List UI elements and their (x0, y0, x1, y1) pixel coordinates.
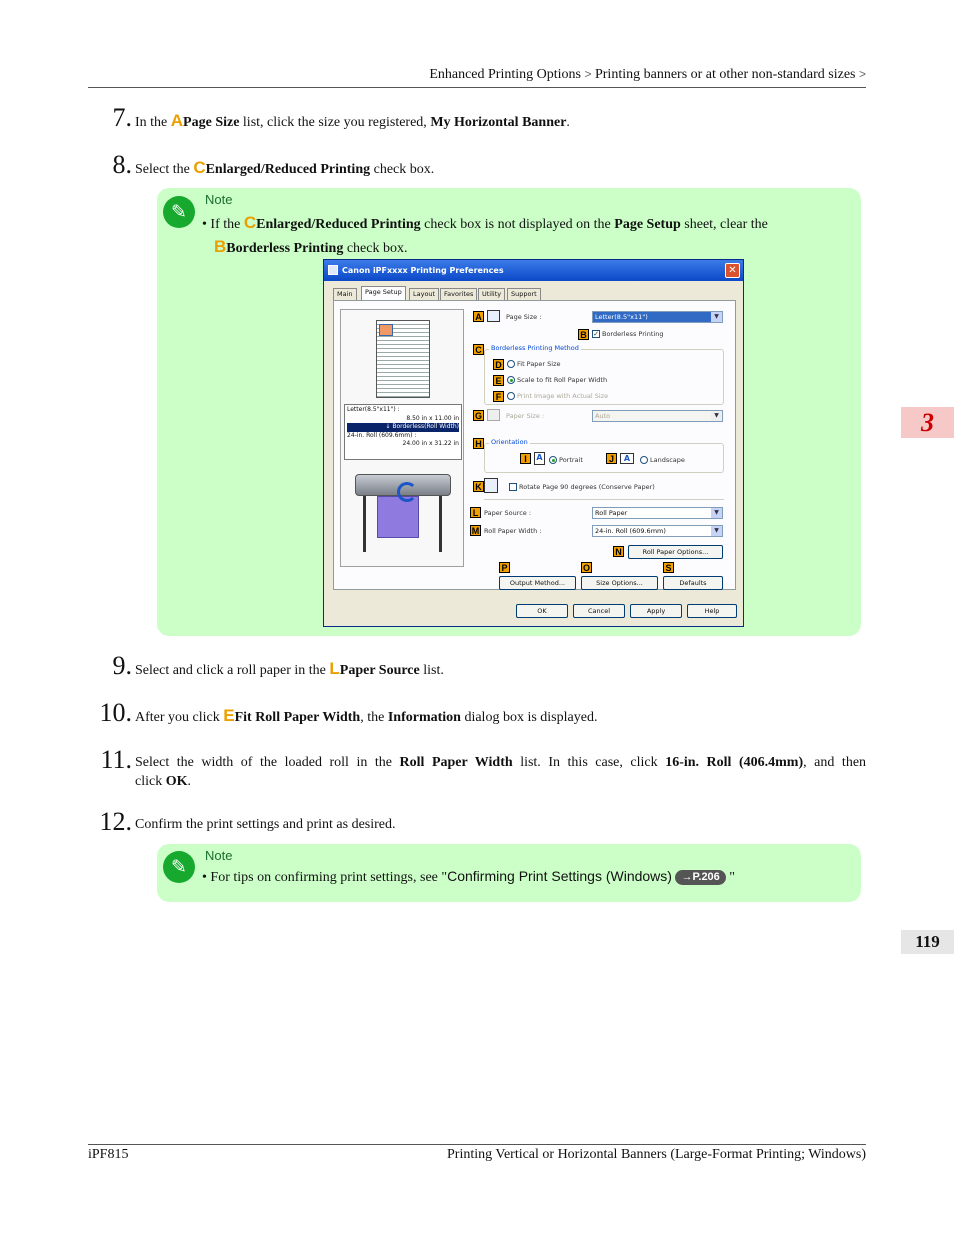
running-footer (88, 1144, 866, 1163)
radio-icon (507, 392, 515, 400)
step-text (135, 158, 434, 179)
step-text-part: , the (360, 710, 385, 725)
callout-b: B (578, 329, 589, 340)
tab-page-setup[interactable]: Page Setup (361, 286, 406, 301)
landscape-label: Landscape (650, 456, 685, 464)
note-text (202, 212, 854, 260)
step-text (135, 659, 444, 680)
step-text-part: list. In this case, click (520, 755, 658, 770)
printer-leg (439, 496, 442, 552)
chapter-tab[interactable]: 3 (901, 407, 954, 438)
pencil-icon: ✎ (163, 851, 195, 883)
pencil-icon: ✎ (163, 196, 195, 228)
page-size-icon (487, 310, 500, 322)
size-options-button[interactable]: Size Options... (581, 576, 658, 590)
printing-preferences-dialog (323, 259, 744, 627)
ui-term: Enlarged/Reduced Printing (205, 162, 371, 177)
borderless-label: Borderless Printing (602, 330, 664, 338)
callout-d: D (493, 359, 504, 370)
actual-size-label: Print Image with Actual Size (517, 392, 609, 400)
page-size-value: Letter(8.5"x11") (595, 313, 648, 321)
callout-label: C (193, 158, 206, 177)
chevron-down-icon: ▼ (711, 526, 722, 536)
banner-paper-illustration (377, 496, 419, 538)
output-method-button[interactable]: Output Method... (499, 576, 576, 590)
cross-reference-link[interactable]: Confirming Print Settings (Windows) (447, 868, 672, 884)
rotate-page-icon (484, 478, 498, 493)
step-number: 12. (99, 807, 132, 836)
roll-width-label: Roll Paper Width : (484, 527, 542, 535)
callout-e: E (493, 375, 504, 386)
divider (484, 499, 724, 500)
preview-area (340, 309, 464, 567)
radio-icon (640, 456, 648, 464)
rotate-checkbox[interactable] (509, 483, 655, 491)
ui-term: Fit Roll Paper Width (234, 710, 361, 725)
ui-term: OK (165, 774, 188, 789)
step-text-part: Select the (135, 162, 190, 177)
paper-source-dropdown[interactable] (592, 507, 723, 519)
bullet: • (202, 217, 207, 232)
fit-paper-size-radio[interactable] (507, 360, 561, 368)
note-title: Note (205, 192, 233, 207)
page-size-dropdown[interactable] (592, 311, 723, 323)
paper-source-label: Paper Source : (484, 509, 532, 517)
running-header (88, 67, 866, 88)
callout-label: L (329, 659, 340, 678)
footer-section-title: Printing Vertical or Horizontal Banners (Large-Format Printing; Windows) (447, 1147, 866, 1162)
preview-line: 24-in. Roll (609.6mm) : (347, 431, 417, 439)
ui-term: Roll Paper Width (399, 755, 513, 770)
close-button[interactable]: ✕ (725, 263, 740, 278)
step-text-part: check box. (373, 162, 435, 177)
page-reference-badge[interactable]: →P.206 (675, 870, 725, 885)
preview-line: 24.00 in x 31.22 in (402, 440, 459, 447)
note-text-part: " (729, 870, 736, 885)
paper-size-value: Auto (595, 412, 611, 420)
callout-label: A (170, 111, 184, 130)
portrait-icon: A (534, 452, 545, 465)
note-text-part: check box is not displayed on the (424, 217, 611, 232)
ui-term: Borderless Printing (226, 241, 344, 256)
step-number: 8. (112, 150, 132, 179)
actual-size-radio[interactable] (507, 392, 608, 400)
note-text-part: check box. (346, 241, 408, 256)
header-sep: > (584, 67, 592, 81)
note-text (202, 866, 735, 888)
step-text-part: , and then (803, 755, 867, 770)
step-text-part: list. (423, 663, 444, 678)
step-text-part: dialog box is displayed. (464, 710, 598, 725)
portrait-radio[interactable] (549, 456, 583, 464)
radio-icon (507, 360, 515, 368)
step-text-part: Select the width of the loaded roll in the (135, 755, 392, 770)
page-setup-panel (333, 300, 736, 590)
paper-source-value: Roll Paper (595, 509, 628, 517)
radio-selected-icon (549, 456, 557, 464)
step-text-part: After you click (135, 710, 220, 725)
callout-label: C (243, 213, 257, 232)
footer-model: iPF815 (88, 1147, 129, 1162)
printer-leg (363, 496, 366, 552)
dialog-titlebar (324, 260, 743, 281)
callout-m: M (471, 526, 480, 536)
callout-g: G (474, 411, 482, 421)
roll-width-dropdown[interactable] (592, 525, 723, 537)
preview-line: Letter(8.5"x11") : (347, 406, 400, 413)
borderless-checkbox[interactable] (592, 330, 663, 338)
help-button[interactable]: Help (687, 604, 737, 618)
rotate-label: Rotate Page 90 degrees (Conserve Paper) (519, 483, 655, 491)
orientation-title: Orientation (491, 438, 528, 446)
callout-p: P (499, 562, 510, 573)
note-text-part: sheet, clear the (684, 217, 768, 232)
dialog-title: Canon iPFxxxx Printing Preferences (342, 266, 504, 275)
chevron-down-icon: ▼ (711, 508, 722, 518)
callout-o: O (582, 563, 590, 573)
preview-line: Borderless(Roll Width) (392, 423, 459, 430)
callout-n: N (613, 546, 624, 557)
callout-f: F (493, 391, 504, 402)
preview-line: 8.50 in x 11.00 in (406, 414, 459, 422)
tab-main[interactable]: Main (333, 288, 357, 300)
page-number: 119 (901, 930, 954, 954)
step-text (135, 753, 866, 772)
ok-button[interactable]: OK (516, 604, 568, 618)
size-info-box (344, 404, 462, 460)
apply-button[interactable]: Apply (630, 604, 682, 618)
landscape-radio[interactable] (640, 456, 685, 464)
header-crumb2: Printing banners or at other non-standard sizes (594, 67, 856, 82)
step-text: Confirm the print settings and print as desired. (135, 817, 396, 832)
preview-line-selected: ↓ Borderless(Roll Width) (347, 423, 459, 432)
roll-paper-options-button[interactable]: Roll Paper Options... (628, 545, 723, 559)
ui-term: Enlarged/Reduced Printing (256, 217, 421, 232)
landscape-icon: A (620, 453, 634, 464)
tab-layout[interactable]: Layout (409, 288, 439, 300)
callout-c: C (473, 344, 484, 355)
step-text (135, 111, 570, 132)
checkbox-icon (509, 483, 517, 491)
step-text (135, 706, 597, 727)
step-number: 10. (99, 698, 132, 727)
bullet: • (202, 870, 207, 885)
callout-i: I (520, 453, 531, 464)
note-text-part: If the (210, 217, 241, 232)
step-number: 7. (112, 103, 132, 132)
ui-term: Page Size (183, 115, 240, 130)
scale-roll-label: Scale to fit Roll Paper Width (517, 376, 608, 384)
callout-j: J (606, 453, 617, 464)
tab-utility[interactable]: Utility (478, 288, 505, 300)
ui-term: 16-in. Roll (406.4mm) (665, 755, 804, 770)
chevron-down-icon: ▼ (711, 312, 722, 322)
step-text-part: In the (135, 115, 168, 130)
portrait-label: Portrait (559, 456, 583, 464)
tab-favorites[interactable]: Favorites (440, 288, 477, 300)
callout-k: K (473, 481, 484, 492)
scale-roll-radio[interactable] (507, 376, 607, 384)
step-text-part: . (187, 774, 191, 789)
callout-a: A (473, 311, 484, 322)
checkmark-icon: ✓ (593, 330, 599, 338)
step-text-part: Select and click a roll paper in the (135, 663, 326, 678)
printer-icon (328, 265, 338, 275)
chevron-down-icon: ▼ (711, 411, 722, 421)
paper-size-dropdown[interactable] (592, 410, 723, 422)
preview-image (379, 324, 393, 336)
callout-s: S (663, 562, 674, 573)
ui-term: Information (387, 710, 461, 725)
step-number: 11. (100, 745, 132, 774)
cancel-button[interactable]: Cancel (573, 604, 625, 618)
paper-size-icon (487, 409, 500, 421)
header-crumb1: Enhanced Printing Options (429, 67, 581, 82)
step-text-part: . (566, 115, 570, 130)
callout-l: L (470, 507, 481, 518)
paper-size-label: Paper Size : (506, 412, 545, 420)
callout-h: H (473, 438, 484, 449)
radio-selected-icon (507, 376, 515, 384)
ui-term: My Horizontal Banner (430, 115, 567, 130)
header-sep2: > (858, 67, 866, 81)
step-number: 9. (112, 651, 132, 680)
defaults-button[interactable]: Defaults (663, 576, 723, 590)
fit-paper-size-label: Fit Paper Size (517, 360, 561, 368)
page-preview (376, 320, 430, 398)
page-size-label: Page Size : (506, 313, 542, 321)
callout-label: B (214, 237, 227, 256)
tab-support[interactable]: Support (507, 288, 541, 300)
note-text-part: For tips on confirming print settings, see " (210, 870, 448, 885)
step-text-part: list, click the size you registered, (242, 115, 427, 130)
roll-width-value: 24-in. Roll (609.6mm) (595, 527, 666, 535)
borderless-method-title: Borderless Printing Method (491, 344, 579, 352)
ui-term: Paper Source (339, 663, 420, 678)
note-title: Note (205, 848, 233, 863)
step-text-part: click (135, 774, 163, 789)
callout-label: E (223, 706, 235, 725)
rotate-arrow-icon (397, 482, 417, 502)
step-text-line2 (135, 772, 191, 791)
ui-term: Page Setup (614, 217, 681, 232)
